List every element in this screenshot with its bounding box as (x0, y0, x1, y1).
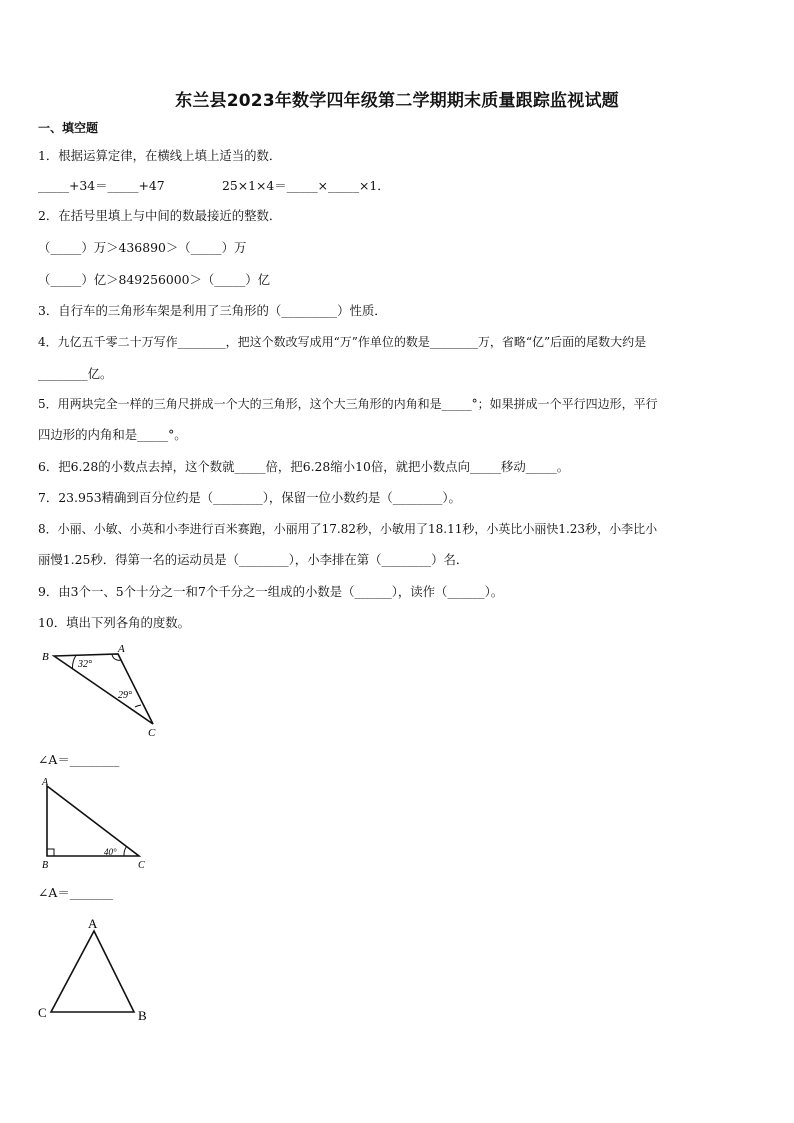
triangle-3-label-b: B (138, 1008, 147, 1023)
triangle-2-label-c: C (138, 860, 145, 870)
triangle-3-outline (51, 931, 134, 1012)
question-6-text: 6．把6.28的小数点去掉，这个数就_____倍，把6.28缩小10倍，就把小数点向_____移动_____。 (38, 459, 570, 474)
question-8-line-a: 8．小丽、小敏、小英和小李进行百米赛跑，小丽用了17.82秒，小敏用了18.11秒，小英比小丽快1.23秒，小李比小 (38, 522, 658, 536)
triangle-2-label-b: B (42, 860, 49, 870)
triangle-figure-2 (36, 776, 154, 870)
question-1-blank-b: 25×1×4＝_____×_____×1． (222, 178, 390, 193)
triangle-3-label-c: C (38, 1005, 47, 1020)
question-5-line-b: 四边形的内角和是_____°。 (38, 427, 187, 442)
triangle-1-outline (54, 654, 153, 724)
question-4-line-b: ________亿。 (38, 366, 113, 381)
answer-angle-a-2: ∠A＝_______ (38, 885, 114, 900)
question-5-line-a: 5．用两块完全一样的三角尺拼成一个大的三角形，这个大三角形的内角和是_____°；如果拼成一个平行四边形，平行 (38, 397, 658, 411)
question-2-line-b: （_____）亿＞849256000＞（_____）亿 (38, 272, 271, 287)
triangle-2-outline (47, 786, 139, 856)
triangle-1-angle-b-arc (72, 655, 76, 668)
triangle-2-label-a: A (42, 777, 49, 788)
triangle-figure-1 (38, 642, 168, 740)
triangle-1-label-b: B (42, 651, 49, 663)
triangle-1-angle-c-arc (135, 705, 141, 707)
question-3-text: 3．自行车的三角形车架是利用了三角形的（_________）性质． (38, 303, 387, 318)
triangle-3-label-a: A (88, 916, 98, 931)
triangle-2-angle-c-arc (124, 847, 127, 857)
triangle-2-right-angle-mark (47, 849, 54, 856)
question-4-line-a: 4．九亿五千零二十万写作________，把这个数改写成用“万”作单位的数是________万，省略“亿”后面的尾数大约是 (38, 335, 647, 349)
triangle-1-label-c: C (148, 727, 156, 739)
question-1-blank-a: _____+34＝_____+47 (38, 178, 165, 193)
triangle-1-angle-c-value: 29° (118, 690, 132, 701)
question-9-text: 9．由3个一、5个十分之一和7个千分之一组成的小数是（______），读作（______）。 (38, 584, 504, 599)
triangle-figure-3 (34, 914, 158, 1024)
question-10-text: 10．填出下列各角的度数。 (38, 615, 191, 630)
question-1-text: 1．根据运算定律，在横线上填上适当的数． (38, 148, 282, 163)
question-2-text: 2．在括号里填上与中间的数最接近的整数． (38, 208, 282, 223)
triangle-1-angle-b-value: 32° (78, 659, 92, 670)
triangle-2-angle-c-value: 40° (104, 847, 117, 857)
question-7-text: 7．23.953精确到百分位约是（________），保留一位小数约是（________）。 (38, 490, 461, 505)
page-title: 东兰县2023年数学四年级第二学期期末质量跟踪监视试题 (175, 91, 619, 111)
question-8-line-b: 丽慢1.25秒．得第一名的运动员是（________），小李排在第（________）名． (38, 552, 469, 567)
section-heading: 一、填空题 (38, 121, 99, 135)
triangle-1-label-a: A (118, 643, 125, 655)
answer-angle-a-1: ∠A＝________ (38, 752, 120, 767)
question-2-line-a: （_____）万＞436890＞（_____）万 (38, 240, 247, 255)
